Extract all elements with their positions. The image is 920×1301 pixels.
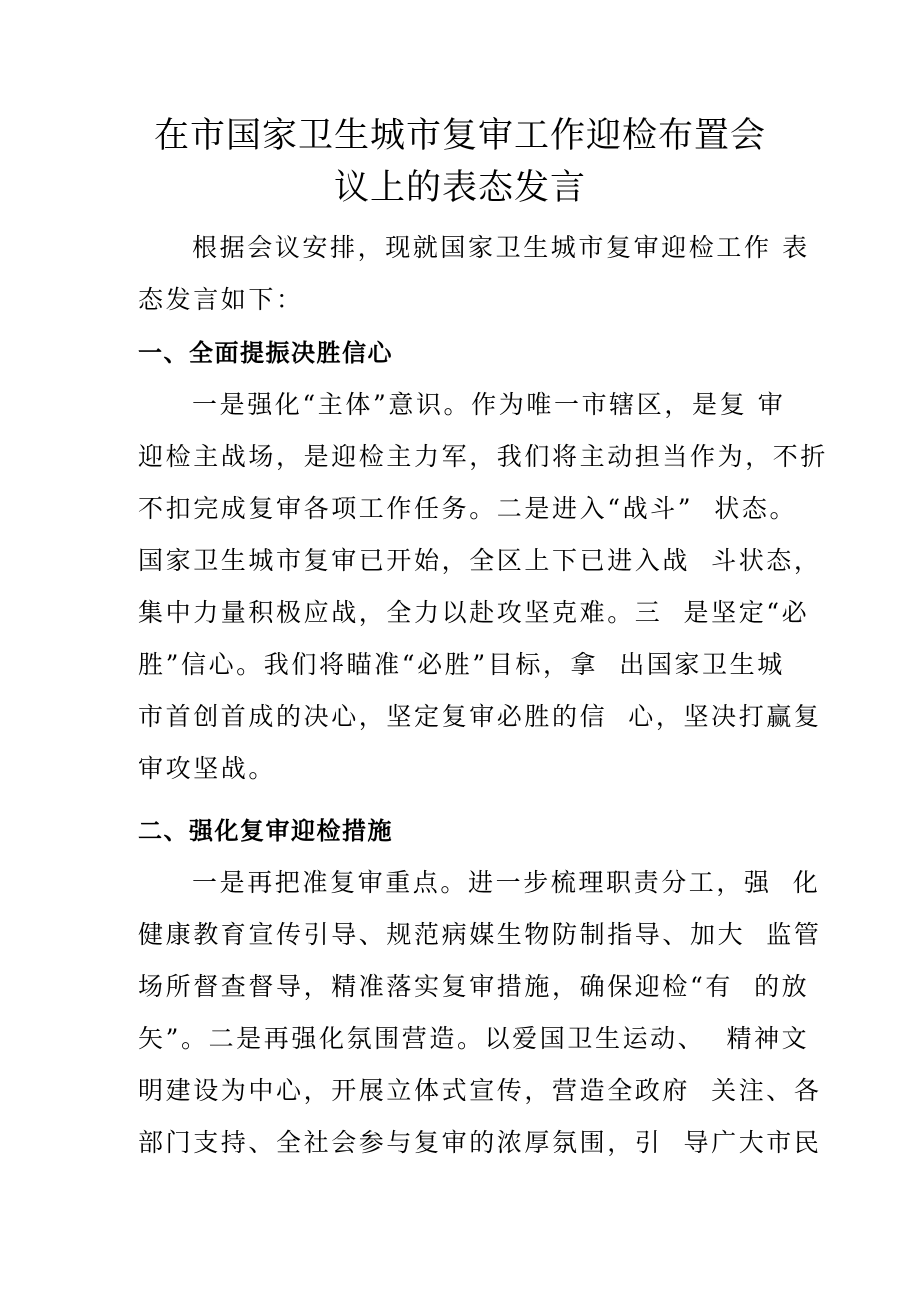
section-2-line-4: 矢”。二是再强化氛围营造。以爱国卫生运动、 精神文 [138,1024,810,1053]
section-1-line-1: 一是强化“主体”意识。作为唯一市辖区，是复 审 [192,390,786,419]
intro-line-1: 根据会议安排，现就国家卫生城市复审迎检工作 表 [192,233,810,262]
section-1-heading: 一、全面提振决胜信心 [138,339,393,367]
section-2-line-2: 健康教育宣传引导、规范病媒生物防制指导、加大 监管 [138,920,822,949]
section-1-line-6: 胜”信心。我们将瞄准“必胜”目标，拿 出国家卫生城 [138,650,785,679]
document-title-line-1: 在市国家卫生城市复审工作迎检布置会 [153,116,766,156]
intro-line-2: 态发言如下： [138,285,304,314]
section-1-line-4: 国家卫生城市复审已开始，全区上下已进入战 斗状态， [138,546,822,575]
document-title-line-2: 议上的表态发言 [333,168,586,208]
section-1-line-5: 集中力量积极应战，全力以赴攻坚克难。三 是坚定“必 [138,598,810,627]
section-2-heading: 二、强化复审迎检措施 [138,817,393,845]
section-2-line-3: 场所督查督导，精准落实复审措施，确保迎检“有 的放 [138,972,810,1001]
section-1-line-8: 审攻坚战。 [138,754,277,783]
section-1-line-2: 迎检主战场，是迎检主力军，我们将主动担当作为，不折 [138,442,829,471]
section-2-line-1: 一是再把准复审重点。进一步梳理职责分工，强 化 [192,868,821,897]
section-1-line-3: 不扣完成复审各项工作任务。二是进入“战斗” 状态。 [138,494,798,523]
section-2-line-5: 明建设为中心，开展立体式宣传，营造全政府 关注、各 [138,1076,822,1105]
section-1-line-7: 市首创首成的决心，坚定复审必胜的信 心，坚决打赢复 [138,702,822,731]
section-2-line-6: 部门支持、全社会参与复审的浓厚氛围，引 导广大市民 [138,1128,822,1157]
